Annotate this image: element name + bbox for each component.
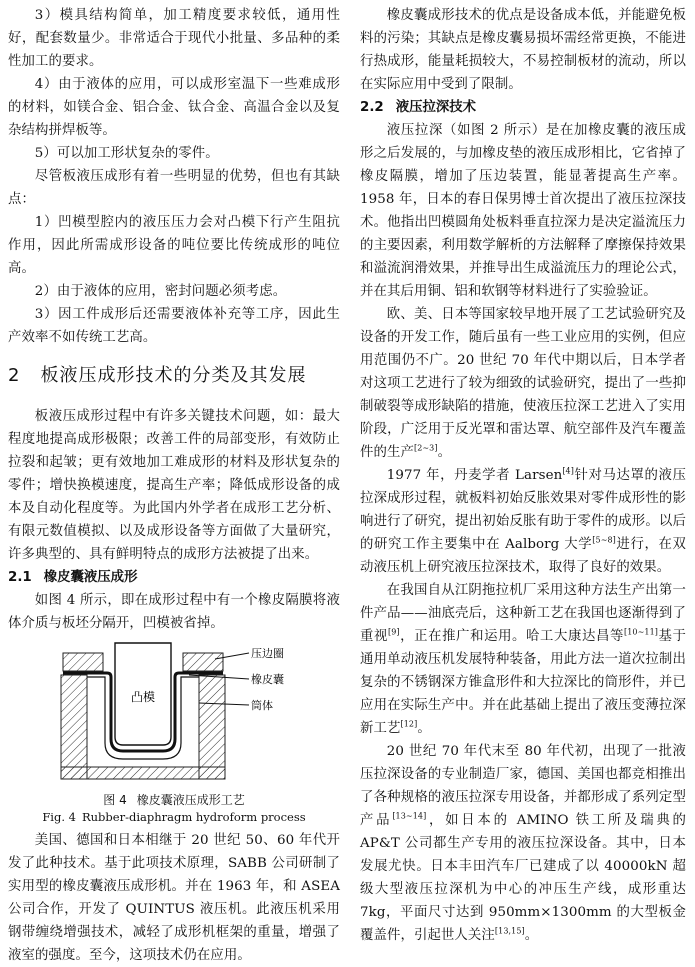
paragraph-text: 在我国自从江阴拖拉机厂采用这种方法生产出第一件产品——油底壳后，这种新工艺在我国也逐渐得到了重视 <box>360 583 686 644</box>
figure-4 <box>8 639 340 825</box>
citation: [4] <box>562 466 574 476</box>
paragraph: 液压拉深（如图 2 所示）是在加橡皮囊的液压成形之后发展的，与加橡皮垫的液压成形相比，它省掉了橡皮隔膜，增加了压边装置，能显著提高生产率。1958 年，日本的春日保男博士首次提出了液压拉深技术。他指出凹模圆角处板料垂直拉深力是决定溢流压力的主要因素，利用数学解析的方法解释了摩擦保持效果和溢流润滑效果，并推导出生成溢流压力的理论公式，并在其后用铜、铝和软钢等材料进行了实验验证。 <box>360 123 686 299</box>
label-cylinder: 筒体 <box>251 699 273 712</box>
subsection-heading <box>360 96 686 119</box>
subsection-number: 2.1 <box>8 570 32 585</box>
citation: [10~11] <box>624 627 659 637</box>
citation: [9] <box>387 627 400 637</box>
label-punch: 凸模 <box>130 690 156 704</box>
figure-number: 图 4 <box>103 793 127 807</box>
paragraph-text: ，正在推广和运用。哈工大康达昌等 <box>399 629 624 644</box>
paragraph <box>360 740 686 947</box>
label-blankholder: 压边圈 <box>251 647 284 660</box>
subsection-title: 橡皮囊液压成形 <box>43 570 138 585</box>
citation: [13~14] <box>392 811 427 821</box>
paragraph: 5）可以加工形状复杂的零件。 <box>34 146 219 161</box>
paragraph-text: 进行，在双动液压机上研究液压拉深技术，取得了良好的效果。 <box>360 537 687 575</box>
section-title: 板液压成形技术的分类及其发展 <box>40 365 307 386</box>
paragraph: 尽管板液压成形有着一些明显的优势，但也有其缺点： <box>8 169 340 207</box>
section-heading <box>8 363 340 389</box>
left-column <box>8 4 340 967</box>
paragraph-text: ，如日本的 AMINO 铁工所及瑞典的 AP&T 公司都生产专用的液压拉深设备。其中，日本发展尤快。日本丰田汽车厂已建成了以 40000kN 超级大型液压拉深机为中心的冲压生产线，成形重达 7kg，平面尺寸达到 950mm×1300mm 的大型板金覆盖件，引起世人关注 <box>360 813 687 943</box>
paragraph-text: 针对马达罩的液压拉深成形过程，就板料初始反胀效果对零件成形性的影响进行了研究，提出初始反胀有助于零件的成形。以后的研究工作主要集中在 Aalborg 大学 <box>360 468 686 552</box>
paragraph: 板液压成形过程中有许多关键技术问题，如：最大程度地提高成形极限；改善工件的局部变形，有效防止拉裂和起皱；更有效地加工难成形的材料及形状复杂的零件；增快换模速度，提高生产率；降低成形设备的成本及自动化程度等。为此国内外学者在成形工艺分析、有限元数值模拟、以及成形设备等方面做了大量研究，许多典型的、具有鲜明特点的成形方法被提了出来。 <box>8 409 340 562</box>
subsection-title: 液压拉深技术 <box>395 100 477 115</box>
section-number: 2 <box>8 365 21 386</box>
figure-caption-en <box>8 809 340 825</box>
paragraph: 橡皮囊成形技术的优点是设备成本低，并能避免板料的污染；其缺点是橡皮囊易损坏需经常更换，不能进行热成形，能量耗损较大，不易控制板材的流动，所以在实际应用中受到了限制。 <box>360 8 686 92</box>
paragraph-text: 1977 年，丹麦学者 Larsen <box>386 468 563 483</box>
citation: [13,15] <box>494 926 525 936</box>
rubber-diaphragm-diagram <box>49 639 299 789</box>
paragraph-text: 。 <box>437 445 452 460</box>
figure-caption-cn <box>8 791 340 809</box>
paragraph-text: 。 <box>417 721 431 736</box>
figure-caption-text-en: Rubber-diaphragm hydroform process <box>81 810 306 824</box>
paragraph: 3）模具结构简单，加工精度要求较低，通用性好，配套数量少。非常适合于现代小批量、多品种的柔性加工的要求。 <box>8 8 340 69</box>
paragraph <box>360 303 686 464</box>
subsection-number: 2.2 <box>360 100 384 115</box>
citation: [12] <box>400 719 418 729</box>
paragraph <box>360 579 686 740</box>
right-column <box>360 4 686 947</box>
citation: [2~3] <box>413 443 438 453</box>
paragraph: 如图 4 所示，即在成形过程中有一个橡皮隔膜将液体介质与板坯分隔开，凹模被省掉。 <box>8 593 340 631</box>
paragraph <box>360 464 686 579</box>
citation: [5~8] <box>592 535 616 545</box>
figure-number-en: Fig. 4 <box>42 810 76 824</box>
paragraph: 美国、德国和日本相继于 20 世纪 50、60 年代开发了此种技术。基于此项技术原理，SABB 公司研制了实用型的橡皮囊液压成形机。并在 1963 年，和 ASEA 公司合作，开发了 QUINTUS 液压机。此液压机采用钢带缠绕增强技术，减轻了成形机框架的重量，增强了液室的强度。至今，这项技术仍在应用。 <box>8 833 340 963</box>
paragraph-text: 欧、美、日本等国家较早地开展了工艺试验研究及设备的开发工作，随后虽有一些工业应用的实例，但应用范围仍不广。20 世纪 70 年代中期以后，日本学者对这项工艺进行了较为细致的试验研究，提出了一些抑制破裂等成形缺陷的措施，使液压拉深工艺进入了实用阶段，广泛用于反光罩和雷达罩、航空部件及汽车覆盖件的生产 <box>360 307 686 460</box>
figure-caption-text: 橡皮囊液压成形工艺 <box>136 793 245 807</box>
paragraph-text: 20 世纪 70 年代末至 80 年代初，出现了一批液压拉深设备的专业制造厂家，德国、美国也都竞相推出了各种规格的液压拉深专用设备，并都形成了系列定型产品 <box>360 744 686 828</box>
paragraph: 4）由于液体的应用，可以成形室温下一些难成形的材料，如镁合金、铝合金、钛合金、高温合金以及复杂结构拼焊板等。 <box>8 77 340 138</box>
paragraph: 2）由于液体的应用，密封问题必须考虑。 <box>34 284 287 299</box>
paragraph-text: 。 <box>524 928 539 943</box>
label-bladder: 橡皮囊 <box>251 673 284 686</box>
subsection-heading <box>8 566 340 589</box>
paragraph: 1）凹模型腔内的液压压力会对凸模下行产生阻抗作用，因此所需成形设备的吨位要比传统成形的吨位高。 <box>8 215 340 276</box>
paragraph: 3）因工件成形后还需要液体补充等工序，因此生产效率不如传统工艺高。 <box>8 307 340 345</box>
paragraph-text: 基于通用单动液压机发展特种装备，用此方法一道次拉制出复杂的不锈钢深方锥盒形件和大拉深比的筒形件，并已应用在实际生产中。并在此基础上提出了液压变薄拉深新工艺 <box>360 629 686 736</box>
